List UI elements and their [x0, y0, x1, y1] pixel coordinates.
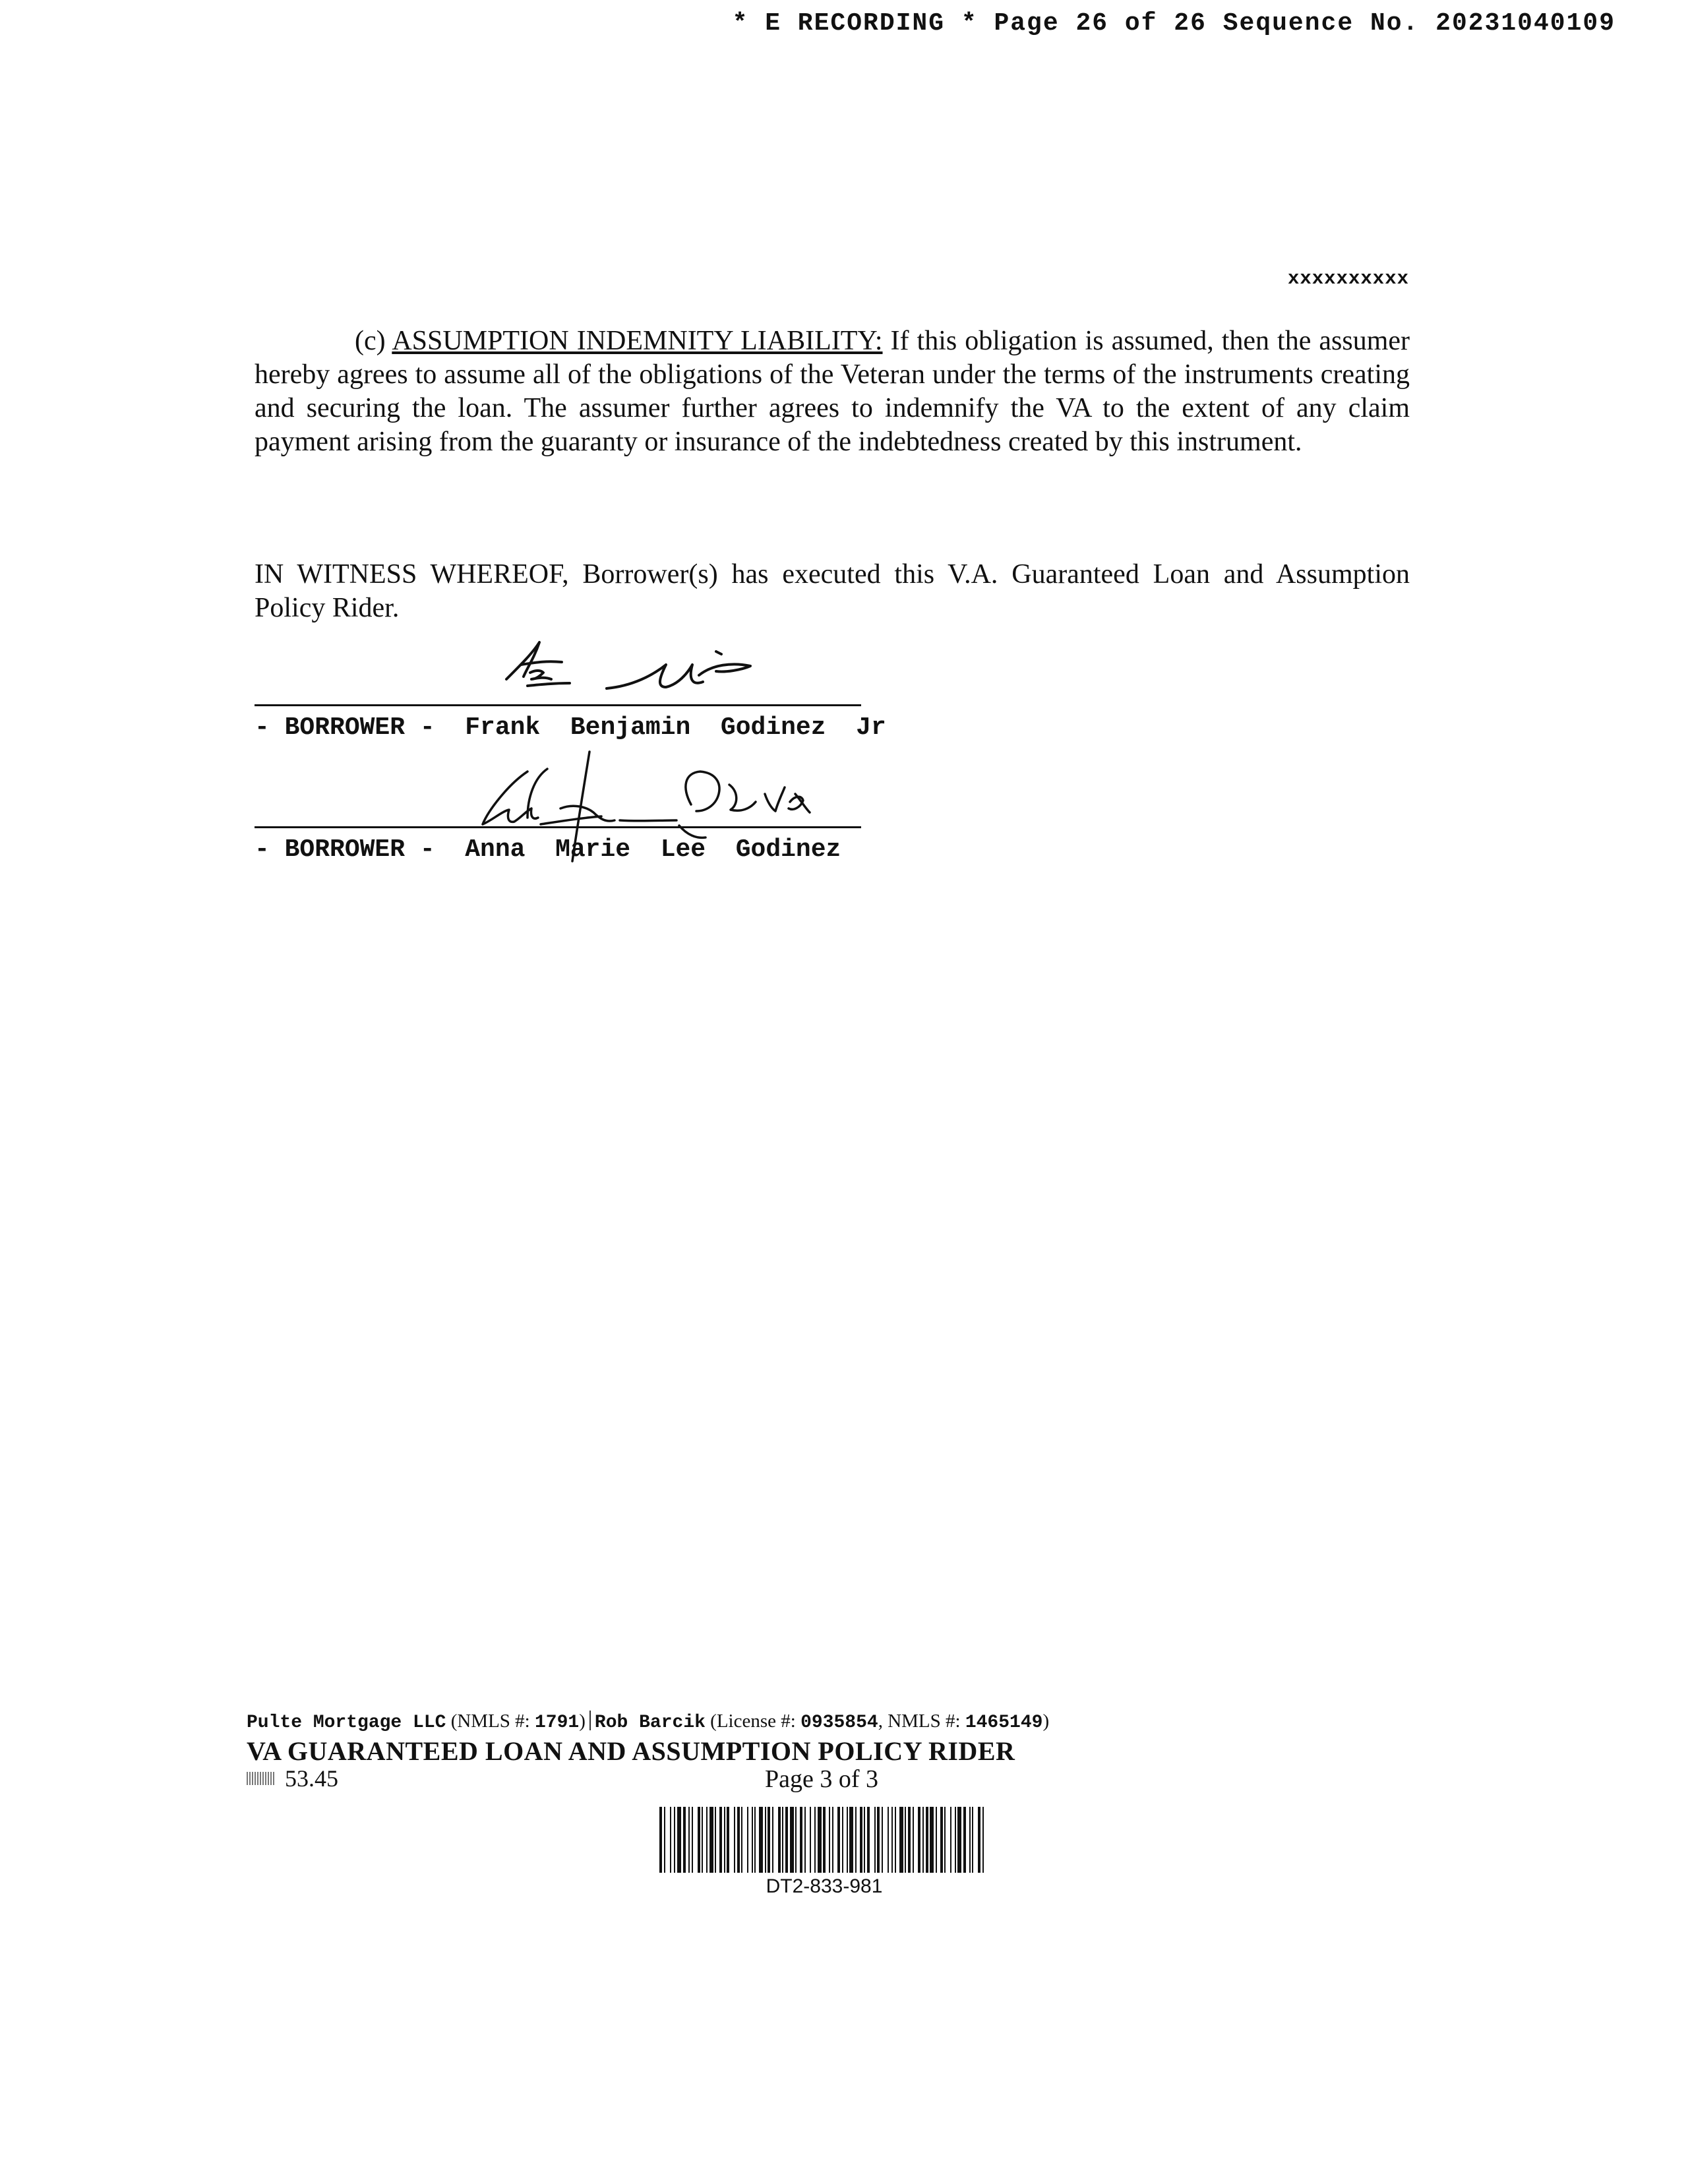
officer-name: Rob Barcik: [594, 1713, 706, 1733]
document-code: xxxxxxxxxx: [1287, 268, 1409, 289]
recording-header: * E RECORDING * Page 26 of 26 Sequence No. 20231040109: [732, 9, 1615, 38]
officer-nmls: 1465149: [965, 1713, 1043, 1733]
paragraph-caption: ASSUMPTION INDEMNITY LIABILITY:: [392, 326, 883, 356]
officer-nmls-suffix: ): [1042, 1711, 1050, 1732]
lender-nmls-suffix: ): [579, 1711, 586, 1732]
form-icon: [247, 1772, 276, 1785]
lender-nmls-prefix: (NMLS #:: [450, 1711, 535, 1732]
paragraph-prefix: (c): [355, 326, 392, 356]
borrower-1-signature: [501, 638, 778, 704]
assumption-indemnity-paragraph: [255, 324, 1410, 459]
form-number-value: 53.45: [285, 1765, 338, 1792]
license-number: 0935854: [800, 1713, 878, 1733]
page-number: Page 3 of 3: [765, 1765, 879, 1793]
lender-info-line: [247, 1711, 1049, 1733]
lender-nmls: 1791: [535, 1713, 580, 1733]
form-number: [247, 1765, 338, 1792]
barcode-text: DT2-833-981: [766, 1875, 883, 1897]
lender-name: Pulte Mortgage LLC: [247, 1713, 446, 1733]
signature-line-1: [255, 704, 861, 706]
barcode: [659, 1807, 989, 1873]
separator: [589, 1711, 591, 1730]
witness-paragraph: IN WITNESS WHEREOF, Borrower(s) has executed this V.A. Guaranteed Loan and Assumption Policy Rider.: [255, 559, 1410, 623]
officer-nmls-prefix: , NMLS #:: [878, 1711, 965, 1732]
license-prefix: (License #:: [710, 1711, 801, 1732]
paragraph-body: If this obligation is assumed, then the assumer hereby agrees to assume all of the obligations of the Veteran under the terms of the instruments creating and securing the loan. The assumer further agrees to indemnify the VA to the extent of any claim payment arising from the guaranty or insurance of the indebtedness created by this instrument.: [255, 326, 1410, 457]
signature-line-2: [255, 826, 861, 828]
borrower-1-label: - BORROWER - Frank Benjamin Godinez Jr: [255, 713, 886, 742]
borrower-2-label: - BORROWER - Anna Marie Lee Godinez: [255, 835, 841, 864]
rider-title: VA GUARANTEED LOAN AND ASSUMPTION POLICY RIDER: [247, 1736, 1015, 1766]
